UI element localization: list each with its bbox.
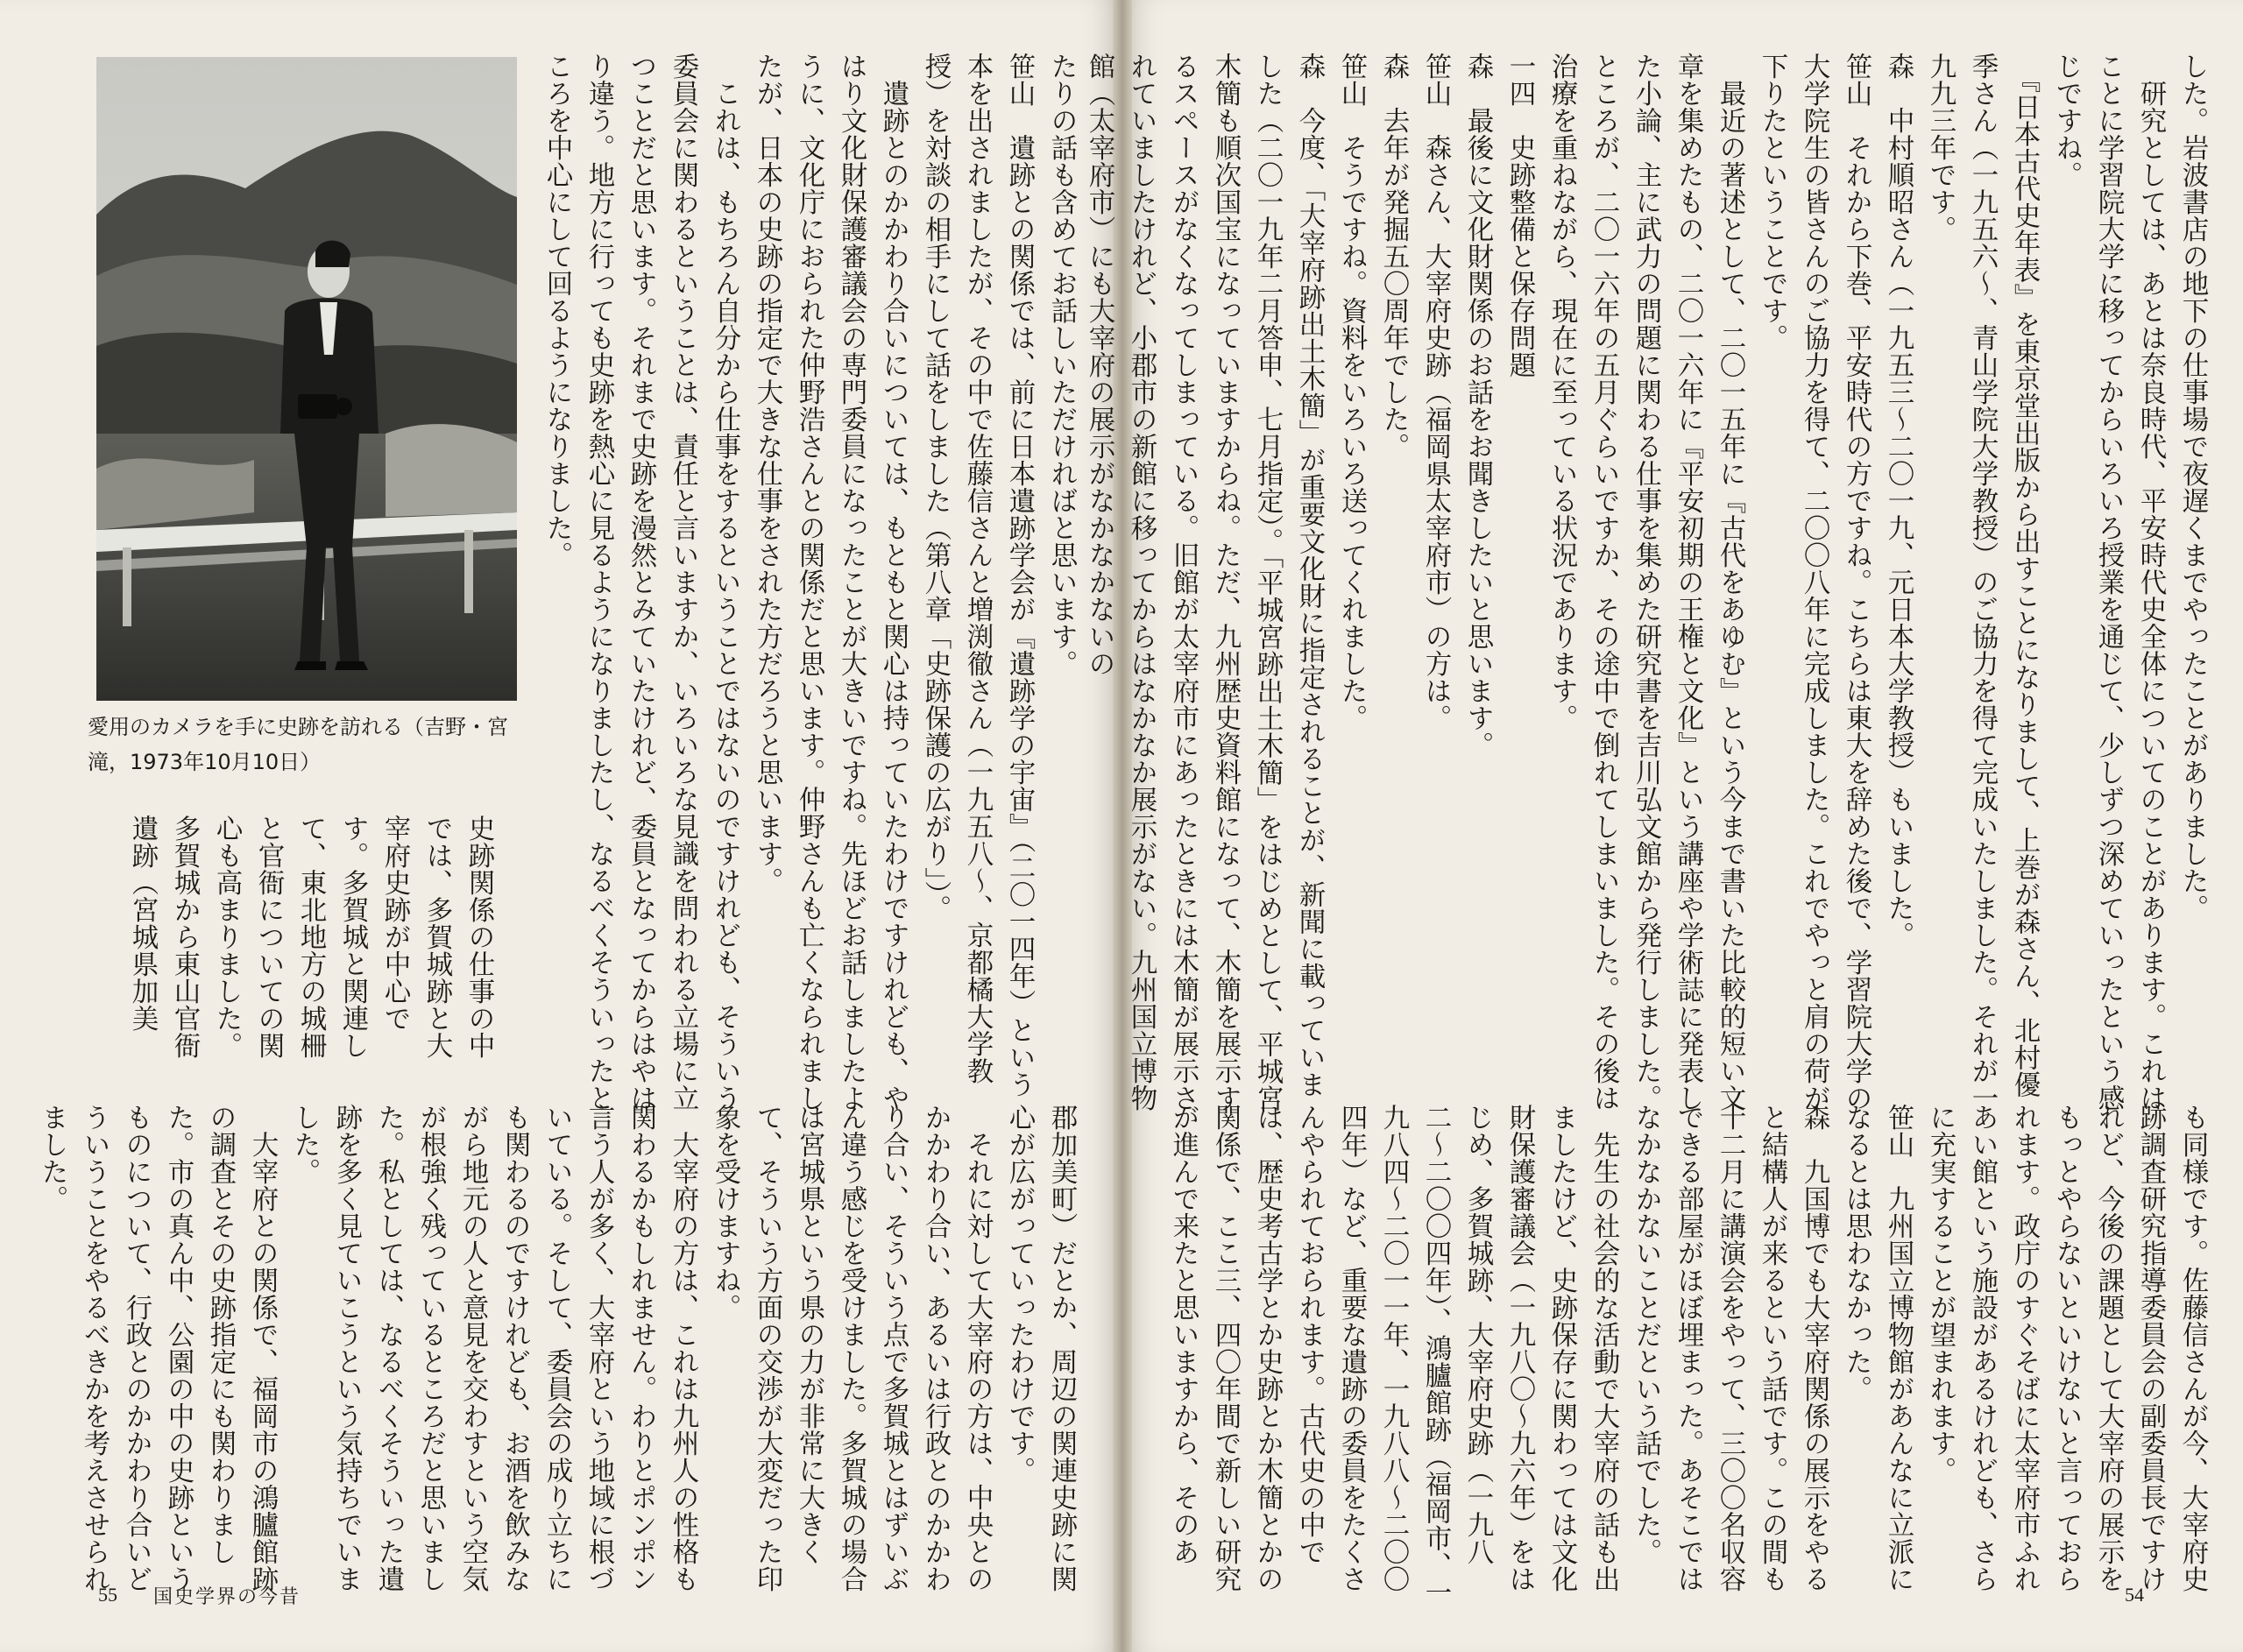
left-page-lower-text: 郡加美町）だとか、周辺の関連史跡に関心が広がっていったわけです。 それに対して大宰府の方は、中央とのかかわり合い、あるいは行政とのかかわり合い、そういう点で多賀城とはずいぶん違う感じを受けました。多賀城の場合は宮城県という県の力が非常に大きくて、そういう方面の交渉が大変だった印象を受けますね。 大宰府の方は、これは九州人の性格も関わるかもしれません。わりとポンポン言う人が多く、大宰府という地域に根づいている。そして、委員会の成り立ちにも関わるのですけれども、お酒を飲みながら地元の人と意見を交わすという空気が根強く残っているところだと思いました。私としては、なるべくそういった遺跡を多く見ていこうという気持ちでいました。 大宰府との関係で、福岡市の鴻臚館跡の調査とその史跡指定にも関わりました。市の真ん中、公園の中の史跡というものについて、行政とのかかわり合いどういうことをやるべきかを考えさせられました。 <box>37 1104 1077 1592</box>
left-page-upper-text: たりの話も含めてお話しいただければと思います。 笹山 遺跡との関係では、前に日本遺跡学会が『遺跡学の宇宙』（二〇一四年）という本を出されましたが、その中で佐藤信さんと増渕徹さん（一九五八〜、京都橘大学教授）を対談の相手にして話をしました（第八章「史跡保護の広がり」）。 遺跡とのかかわり合いについては、もともと関心は持っていたわけですけれども、やはり文化財保護審議会の専門委員になったことが大きいですね。先ほどお話しましたように、文化庁におられた仲野浩さんとの関係だと思います。仲野さんも亡くなられましたが、日本の史跡の指定で大きな仕事をされた方だろうと思います。 これは、もちろん自分から仕事をするということではないのですけれども、そういう委員会に関わるということは、責任と言いますか、いろいろな見識を問われる立場に立つことだと思います。それまで史跡を漫然とみていたけれど、委員となってからはやはり違う。地方に行っても史跡を熱心に見るようになりましたし、なるべくそういったところを中心にして回るようになりました。 <box>541 53 1077 1112</box>
photo-man-with-camera <box>96 57 517 701</box>
right-page-upper-text: した。岩波書店の地下の仕事場で夜遅くまでやったことがありました。 研究としては、あとは奈良時代、平安時代史全体についてのことがあります。これはことに学習院大学に移ってからいろいろ授業を通じて、少しずつ深めていったという感じですね。 『日本古代史年表』を東京堂出版から出すことになりまして、上巻が森さん、北村優季さん（一九五六〜、青山学院大学教授）のご協力を得て完成いたしました。それが一九九三年です。 森 中村順昭さん（一九五三〜二〇一九、元日本大学教授）もいました。 笹山 それから下巻、平安時代の方ですね。こちらは東大を辞めた後で、学習院大学の大学院生の皆さんのご協力を得て、二〇〇八年に完成しました。これでやっと肩の荷が下りたということです。 最近の著述として、二〇一五年に『古代をあゆむ』という今まで書いた比較的短い文章を集めたもの、二〇一六年に『平安初期の王権と文化』という講座や学術誌に発表した小論、主に武力の問題に関わる仕事を集めた研究書を吉川弘文館から発行しました。ところが、二〇一六年の五月ぐらいですか、その途中で倒れてしまいました。その後は治療を重ねながら、現在に至っている状況であります。 一四 史跡整備と保存問題 森 最後に文化財関係のお話をお聞きしたいと思います。 笹山 森さん、大宰府史跡（福岡県太宰府市）の方は。 森 去年が発掘五〇周年でした。 笹山 そうですね。資料をいろいろ送ってくれました。 森 今度、「大宰府跡出土木簡」が重要文化財に指定されることが、新聞に載っていました（二〇一九年二月答申、七月指定）。「平城宮跡出土木簡」をはじめとして、平城宮木簡も順次国宝になっていますからね。ただ、九州歴史資料館になって、木簡を展示するスペースがなくなってしまっている。旧館が太宰府市にあったときには木簡が展示されていましたけれど、小郡市の新館に移ってからはなかなか展示がない。九州国立博物館（太宰府市）にも大宰府の展示がなかなかないの <box>1084 53 2208 1112</box>
page-number-left: 55 <box>98 1584 117 1606</box>
left-page-middle-text: 史跡関係の仕事の中では、多賀城跡と大宰府史跡が中心です。多賀城と関連して、東北地方の城柵と官衙についての関心も高まりました。多賀城から東山官衙遺跡（宮城県加美 <box>127 815 494 1059</box>
running-head: 国史学界の今昔 <box>153 1586 301 1608</box>
right-page-lower-text: も同様です。佐藤信さんが今、大宰府史跡調査研究指導委員会の副委員長ですけれど、今後の課題として大宰府の展示をもっとやらないといけないと言っておられます。政庁のすぐそばに太宰府市ふれあい館という施設があるけれども、さらに充実することが望まれます。 笹山 九州国立博物館があんなに立派になるとは思わなかった。 森 九国博でも大宰府関係の展示をやると結構人が来るという話です。この間も十二月に講演会をやって、三〇〇名収容できる部屋がほぼ埋まった。あそこではなかなかないことだという話でした。 先生の社会的な活動で大宰府の話も出ましたけど、史跡保存に関わっては文化財保護審議会（一九八〇〜九六年）をはじめ、多賀城跡、大宰府史跡（一九八二〜二〇〇四年）、鴻臚館跡（福岡市、一九八四〜二〇一一年、一九八八〜二〇〇四年）など、重要な遺跡の委員をたくさんやられておられます。古代史の中では、歴史考古学とか史跡とか木簡とかの関係で、ここ三、四〇年間で新しい研究が進んで来たと思いますから、そのあ <box>1168 1104 2208 1606</box>
photo-caption: 愛用のカメラを手に史跡を訪れる（吉野・宮滝，1973年10月10日） <box>88 715 508 774</box>
page-number-right: 54 <box>2125 1584 2144 1606</box>
